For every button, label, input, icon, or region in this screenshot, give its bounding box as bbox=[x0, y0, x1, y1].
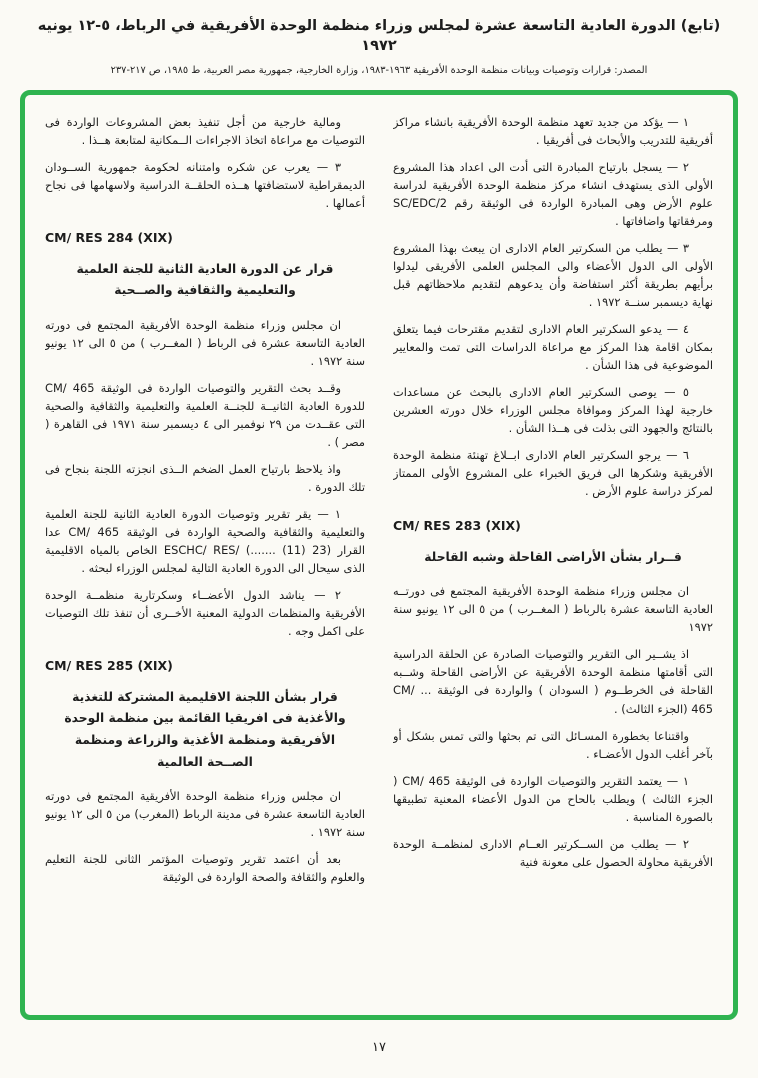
resolution-ref-285: CM/ RES 285 (XIX) bbox=[45, 657, 173, 673]
content-frame bbox=[20, 90, 738, 1020]
paragraph: ومالية خارجية من أجل تنفيذ بعض المشروعات الواردة فى التوصيات مع مراعاة اتخاذ الاجراءات الــمكانية لمتابعة هــذا . bbox=[45, 114, 365, 147]
source-citation: المصدر: قرارات وتوصيات وبيانات منظمة الوحدة الأفريقية ١٩٦٣-١٩٨٣، وزارة الخارجية، جمهورية مصر العربية، ط ١٩٨٥، ص ٢١٧-٢٣٧ bbox=[110, 64, 648, 76]
paragraph: ٣ — يعرب عن شكره وامتنانه لحكومة جمهورية الســودان الديمقراطية لاستضافتها هــذه الحلقــة الدراسية ولاسهامها فى نجاح أعمالها . bbox=[45, 159, 365, 210]
paragraph: واذ يلاحظ بارتياح العمل الضخم الــذى انجزته اللجنة بنجاح فى تلك الدورة . bbox=[45, 461, 365, 494]
paragraph: ٦ — يرجو السكرتير العام الادارى ابــلاغ تهنئة منظمة الوحدة الأفريقية وشكرها الى فريق الخبراء على المشروع الأولى الممتاز لمركز دراسة علوم الأرض . bbox=[393, 447, 713, 498]
paragraph: ٤ — يدعو السكرتير العام الادارى لتقديم مقترحات فيما يتعلق بمكان اقامة هذا المركز مع مراعاة الدراسات التى تمت والمعايير الموضوعية فى هذا الشأن . bbox=[393, 321, 713, 372]
paragraph: ١ — يقر تقرير وتوصيات الدورة العادية الثانية للجنة العلمية والتعليمية والثقافية والصحية الواردة فى الوثيقة CM/ 465 عدا القرار (ESCHC/ RES/ (....... (11) 23 الخاص بالمياه الاقليمية الذى سيحال الى الدورة العادية التالية لمجلس الوزراء لبحثه . bbox=[45, 506, 365, 575]
paragraph: ٥ — يوصى السكرتير العام الادارى بالبحث عن مساعدات خارجية لهذا المركز وموافاة مجلس الوزراء خلال دورته العشرين بالنتائج والجهود التى بذلت فى هــذا الشأن . bbox=[393, 384, 713, 435]
page-number: ١٧ bbox=[372, 1039, 386, 1055]
paragraph: واقتناعا بخطورة المسـائل التى تم بحثها والتى تمس بشكل أو بآخر أغلب الدول الأعضـاء . bbox=[393, 728, 713, 761]
resolution-title-285: قرار بشأن اللجنة الاقليمية المشتركة للتغذية والأغذية فى افريقيا القائمة بين منظمة الوحدة الأفريقية ومنظمة الأغذية والزراعة ومنظمة الصــحة العالمية bbox=[64, 689, 346, 769]
paragraph: ٣ — يطلب من السكرتير العام الادارى ان يبعث بهذا المشروع الأولى الى الدول الأعضاء والى المجلس العلمى الأفريقى ليدلوا برأيهم بطريقة أكثر استفاضة وأن يدعوهم لتقديم ملاحظاتهم قبل نهاية ديسمبر سنــة ١٩٧٢ . bbox=[393, 240, 713, 309]
document-header bbox=[14, 16, 744, 76]
column-left bbox=[45, 113, 365, 1005]
resolution-ref-284: CM/ RES 284 (XIX) bbox=[45, 229, 173, 245]
paragraph: وقــد بحث التقرير والتوصيات الواردة فى الوثيقة CM/ 465 للدورة العادية الثانيــة للجنــة العلمية والتعليمية والثقافية والصحية التى عقــدت من ٢٩ نوفمبر الى ٤ ديسمبر سنة ١٩٧١ فى القاهرة ( مصر ) . bbox=[45, 380, 365, 449]
paragraph: ١ — يعتمد التقرير والتوصيات الواردة فى الوثيقة CM/ 465 ( الجزء الثالث ) ويطلب بالحاح من الدول الأعضاء المعنية تطبيقها بالصورة المناسبة . bbox=[393, 773, 713, 824]
paragraph: ٢ — يسجل بارتياح المبادرة التى أدت الى اعداد هذا المشروع الأولى الذى يستهدف انشاء مركز منظمة الوحدة الأفريقية لدراسة علوم الأرض وهى المبادرة الواردة فى الوثيقة رقم SC/EDC/2 ومرفقاتها واضافاتها . bbox=[393, 159, 713, 228]
paragraph: ٢ — يناشد الدول الأعضــاء وسكرتارية منظمــة الوحدة الأفريقية والمنظمات الدولية المعنية الأخــرى أن تنفذ تلك التوصيات على اكمل وجه . bbox=[45, 587, 365, 638]
paragraph: اذ يشــير الى التقرير والتوصيات الصادرة عن الحلقة الدراسية التى أقامتها منظمة الوحدة الأفريقية عن الأراضى القاحلة وشــبه القاحلة فى الخرطــوم ( السودان ) والواردة فى الوثيقة ... CM/ 465 (الجزء الثالث) . bbox=[393, 647, 713, 716]
paragraph: ان مجلس وزراء منظمة الوحدة الأفريقية المجتمع فى دورته العادية التاسعة عشرة فى الرباط ( المغــرب ) من ٥ الى ١٢ يونيو سنة ١٩٧٢ . bbox=[45, 317, 365, 368]
paragraph: ان مجلس وزراء منظمة الوحدة الأفريقية المجتمع فى دورته العادية التاسعة عشرة فى مدينة الرباط (المغرب) من ٥ الى ١٢ يونيو سنة ١٩٧٢ . bbox=[45, 789, 365, 840]
paragraph: ١ — يؤكد من جديد تعهد منظمة الوحدة الأفريقية بانشاء مراكز أفريقية للتدريب والأبحاث فى أفريقيا . bbox=[393, 114, 713, 147]
paragraph: ان مجلس وزراء منظمة الوحدة الأفريقية المجتمع فى دورتــه العادية التاسعة عشرة بالرباط ( المغــرب ) من ٥ الى ١٢ يونيو سنة ١٩٧٢ bbox=[393, 584, 713, 635]
column-right bbox=[393, 113, 713, 1005]
paragraph: ٢ — يطلب من الســكرتير العــام الادارى لمنظمــة الوحدة الأفريقية محاولة الحصول على معونة فنية bbox=[393, 836, 713, 869]
resolution-ref-283: CM/ RES 283 (XIX) bbox=[393, 517, 521, 533]
document-footer bbox=[14, 1036, 744, 1055]
resolution-title-284: قرار عن الدورة العادية الثانية للجنة العلمية والتعليمية والثقافية والصــحية bbox=[76, 261, 334, 298]
resolution-title-283: قــرار بشأن الأراضى القاحلة وشبه القاحلة bbox=[424, 549, 682, 564]
paragraph: بعد أن اعتمد تقرير وتوصيات المؤتمر الثانى للجنة التعليم والعلوم والثقافة والصحة الواردة فى الوثيقة bbox=[45, 852, 365, 885]
document-title: (تابع) الدورة العادية التاسعة عشرة لمجلس وزراء منظمة الوحدة الأفريقية في الرباط، ٥-١٢ يونيه ١٩٧٢ bbox=[37, 18, 721, 55]
